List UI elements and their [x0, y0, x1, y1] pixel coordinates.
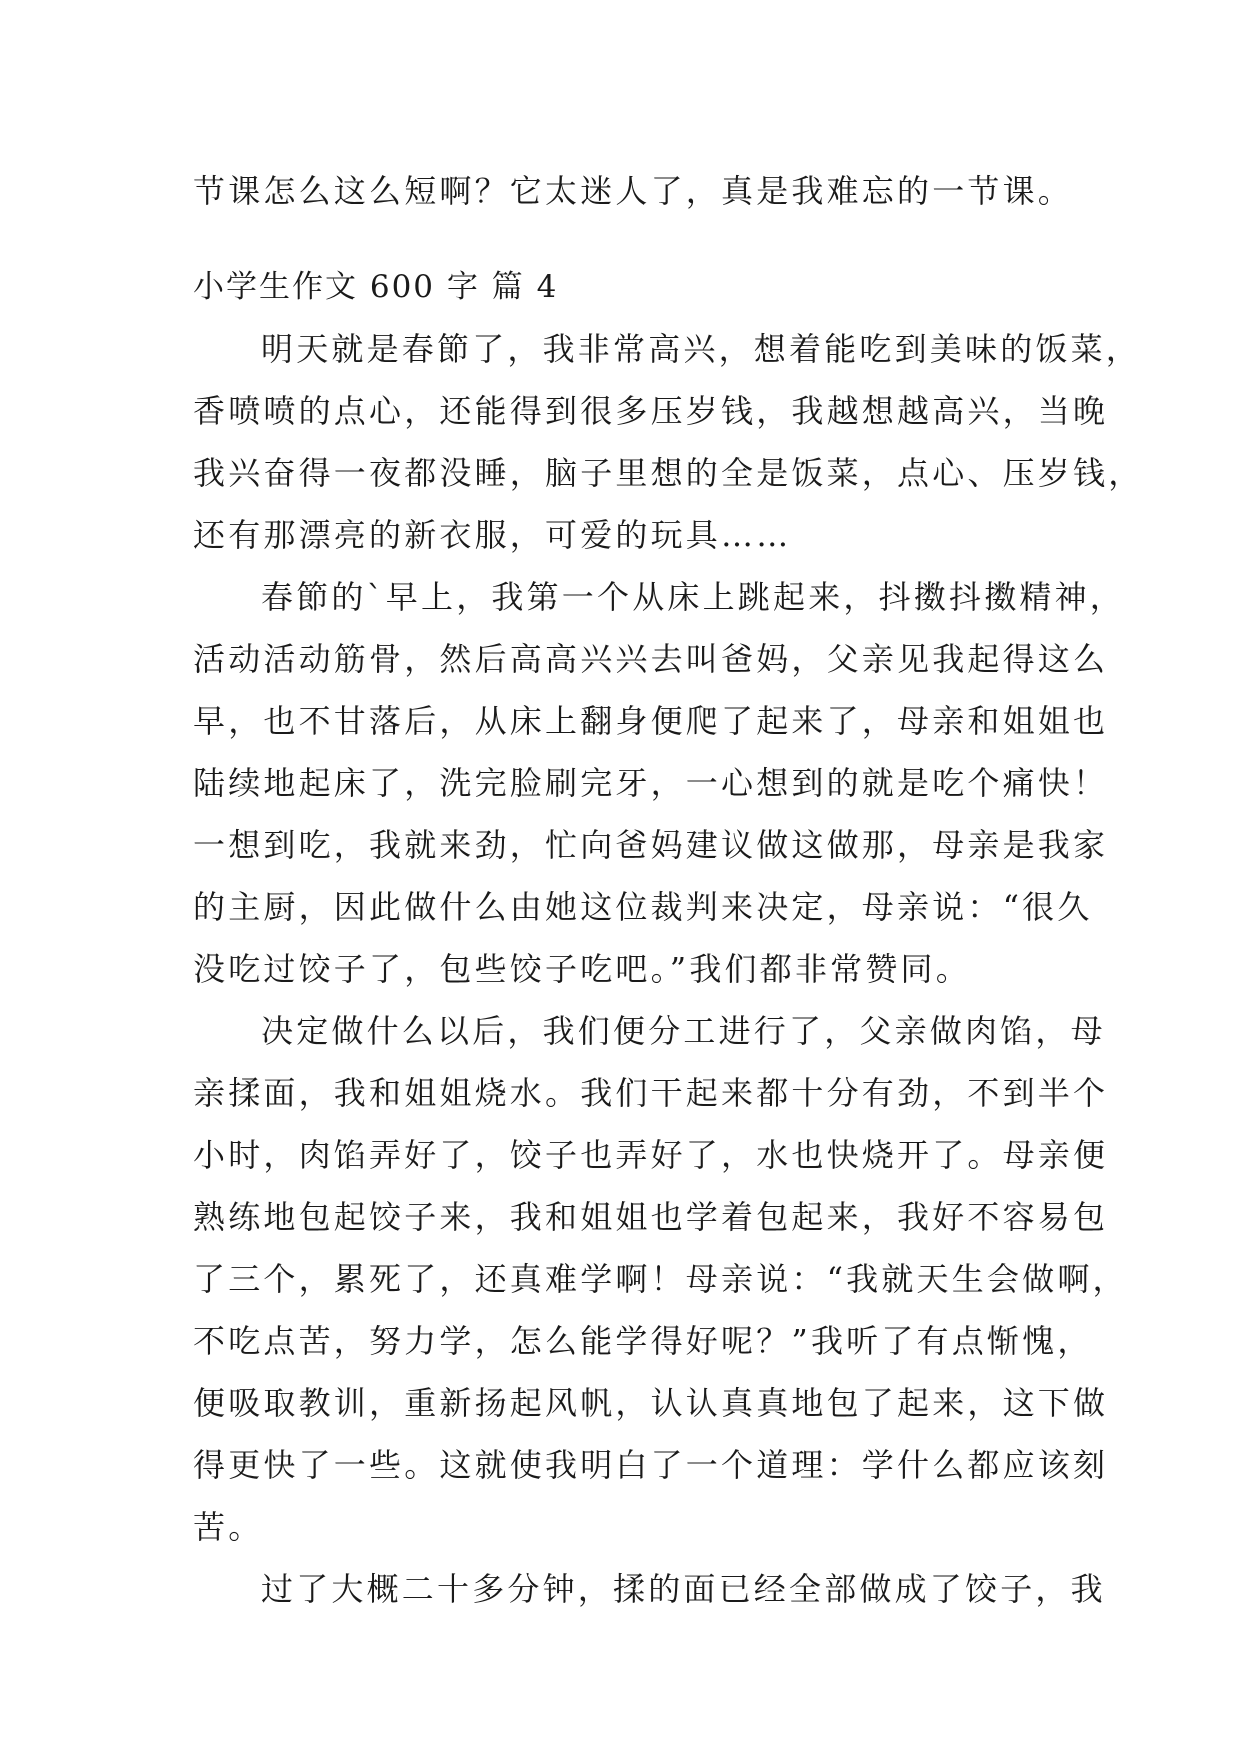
text-line: 春節的`早上，我第一个从床上跳起来，抖擞抖擞精神，: [261, 578, 1126, 616]
previous-essay-ending: 节课怎么这么短啊？它太迷人了，真是我难忘的一节课。: [193, 172, 1074, 210]
text-line: 明天就是春節了，我非常高兴，想着能吃到美味的饭菜，: [261, 330, 1142, 368]
text-line: 决定做什么以后，我们便分工进行了，父亲做肉馅，母: [261, 1012, 1106, 1050]
text-line: 的主厨，因此做什么由她这位裁判来决定，母亲说：“很久: [193, 888, 1093, 926]
document-body: [193, 160, 1144, 1620]
paragraph-4: [193, 1558, 1106, 1620]
paragraph-2: [193, 566, 1126, 1000]
text-line: 不吃点苦，努力学，怎么能学得好呢？”我听了有点惭愧，: [193, 1322, 1093, 1360]
text-line: 没吃过饺子了，包些饺子吃吧。”我们都非常赞同。: [193, 950, 971, 988]
text-line: 小时，肉馅弄好了，饺子也弄好了，水也快烧开了。母亲便: [193, 1136, 1109, 1174]
paragraph-3: [193, 1000, 1128, 1558]
text-line: 香喷喷的点心，还能得到很多压岁钱，我越想越高兴，当晚: [193, 392, 1109, 430]
text-line: 一想到吃，我就来劲，忙向爸妈建议做这做那，母亲是我家: [193, 826, 1109, 864]
text-line: 熟练地包起饺子来，我和姐姐也学着包起来，我好不容易包: [193, 1198, 1109, 1236]
text-line: 苦。: [193, 1508, 264, 1546]
text-line: 便吸取教训，重新扬起风帆，认认真真地包了起来，这下做: [193, 1384, 1109, 1422]
text-line: 过了大概二十多分钟，揉的面已经全部做成了饺子，我: [261, 1570, 1106, 1608]
text-line: 亲揉面，我和姐姐烧水。我们干起来都十分有劲，不到半个: [193, 1074, 1109, 1112]
section-gap: [193, 222, 1055, 256]
text-line: 早，也不甘落后，从床上翻身便爬了起来了，母亲和姐姐也: [193, 702, 1109, 740]
text-line: 陆续地起床了，洗完脸刷完牙，一心想到的就是吃个痛快！: [193, 764, 1109, 802]
paragraph-1: [193, 318, 1144, 566]
text-line: 得更快了一些。这就使我明白了一个道理：学什么都应该刻: [193, 1446, 1109, 1484]
text-line: 我兴奋得一夜都没睡，脑子里想的全是饭菜，点心、压岁钱，: [193, 454, 1144, 492]
section-title: 小学生作文 600 字 篇 4: [193, 269, 559, 305]
text-line: 还有那漂亮的新衣服，可爱的玩具……: [193, 516, 792, 554]
text-line: 了三个，累死了，还真难学啊！母亲说：“我就天生会做啊，: [193, 1260, 1128, 1298]
text-line: 活动活动筋骨，然后高高兴兴去叫爸妈，父亲见我起得这么: [193, 640, 1109, 678]
